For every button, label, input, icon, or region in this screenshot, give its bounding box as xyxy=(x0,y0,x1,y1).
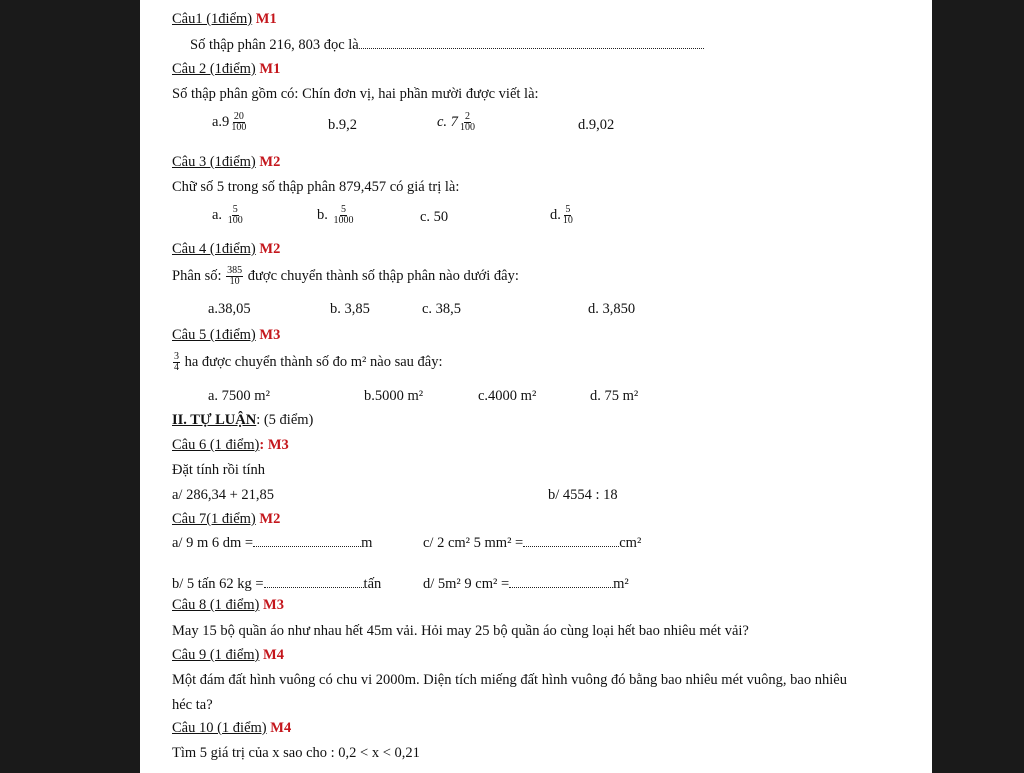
q2-c-fraction xyxy=(459,112,476,133)
q1-text-label: Số thập phân 216, 803 đọc là xyxy=(190,37,359,53)
q7-a-unit: m xyxy=(361,535,373,551)
q3-text: Chữ số 5 trong số thập phân 879,457 có giá trị là: xyxy=(172,179,460,195)
q7-c-blank xyxy=(523,534,619,547)
q3-a-den: 100 xyxy=(227,215,243,226)
q3-a-num: 5 xyxy=(232,204,238,215)
document-page xyxy=(140,0,932,773)
q7-b-label: b/ 5 tấn 62 kg = xyxy=(172,576,264,592)
q5-text-label: ha được chuyển thành số đo m² nào sau đây: xyxy=(184,353,443,370)
q7-c-label: c/ 2 cm² 5 mm² = xyxy=(423,535,524,551)
q3-d-den: 10 xyxy=(562,215,573,226)
q5-option-a: a. 7500 m² xyxy=(208,388,270,404)
q7-part-c xyxy=(423,534,641,552)
q2-level: M1 xyxy=(259,61,281,77)
q6-text: Đặt tính rồi tính xyxy=(172,462,266,478)
q3-d-prefix: d. xyxy=(550,206,561,223)
q2-a-den: 100 xyxy=(231,122,247,133)
q6-heading xyxy=(172,436,289,454)
q7-level: M2 xyxy=(259,511,281,527)
q3-b-num: 5 xyxy=(341,204,346,215)
part2-title: II. TỰ LUẬN xyxy=(172,412,257,428)
q6-part-b: b/ 4554 : 18 xyxy=(548,487,618,503)
q1-answer-line xyxy=(359,36,704,49)
q7-c-unit: cm² xyxy=(619,535,642,551)
q3-option-c: c. 50 xyxy=(420,209,449,225)
q5-num: 3 xyxy=(174,351,179,362)
q2-option-b: b.9,2 xyxy=(328,117,357,133)
q2-c-den: 100 xyxy=(459,122,475,133)
q6-part-a: a/ 286,34 + 21,85 xyxy=(172,487,275,503)
q4-option-b: b. 3,85 xyxy=(330,301,370,317)
q10-heading xyxy=(172,719,291,737)
q2-heading xyxy=(172,60,280,78)
q9-text-line2: héc ta? xyxy=(172,697,213,713)
q4-text-prefix: Phân số: xyxy=(172,267,222,284)
q4-option-c: c. 38,5 xyxy=(422,301,462,317)
q5-option-c: c.4000 m² xyxy=(478,388,537,404)
q7-d-label: d/ 5m² 9 cm² = xyxy=(423,576,510,592)
q7-a-blank xyxy=(253,534,361,547)
q7-heading xyxy=(172,510,280,528)
q4-text xyxy=(172,266,519,287)
q4-title: Câu 4 (1điểm) xyxy=(172,241,256,257)
q2-a-num: 20 xyxy=(233,111,244,122)
q6-level: : M3 xyxy=(259,437,289,453)
q3-b-den: 1000 xyxy=(333,215,354,226)
q4-text-suffix: được chuyển thành số thập phân nào dưới đây: xyxy=(247,267,519,284)
q9-text-line1: Một đám đất hình vuông có chu vi 2000m. Diện tích miếng đất hình vuông đó bằng bao nhiêu mét vuông, bao nhiêu xyxy=(172,672,847,688)
q1-title: Câu1 (1điểm) xyxy=(172,11,253,27)
q2-a-prefix: a.9 xyxy=(212,113,230,130)
q7-a-label: a/ 9 m 6 dm = xyxy=(172,535,254,551)
q8-title: Câu 8 (1 điểm) xyxy=(172,597,260,613)
q3-title: Câu 3 (1điểm) xyxy=(172,154,256,170)
q8-level: M3 xyxy=(263,597,284,613)
q3-d-num: 5 xyxy=(565,204,571,215)
q1-heading xyxy=(172,10,277,28)
q10-text: Tìm 5 giá trị của x sao cho : 0,2 < x < 0,21 xyxy=(172,745,420,761)
q3-b-fraction xyxy=(333,205,355,226)
part2-heading xyxy=(172,411,313,429)
q2-text: Số thập phân gồm có: Chín đơn vị, hai phần mười được viết là: xyxy=(172,86,539,102)
q7-part-b xyxy=(172,575,381,593)
q7-title: Câu 7(1 điểm) xyxy=(172,511,256,527)
q3-option-d xyxy=(550,205,575,226)
q7-part-d xyxy=(423,575,629,593)
q3-a-prefix: a. xyxy=(212,206,223,223)
q7-part-a xyxy=(172,534,372,552)
q2-option-a xyxy=(212,112,248,133)
q9-level: M4 xyxy=(263,647,284,663)
q3-heading xyxy=(172,153,280,171)
q4-heading xyxy=(172,240,280,258)
q8-text: May 15 bộ quần áo như nhau hết 45m vải. Hỏi may 25 bộ quần áo cùng loại hết bao nhiêu mét vải? xyxy=(172,623,749,639)
q5-option-b: b.5000 m² xyxy=(364,388,424,404)
q5-level: M3 xyxy=(259,327,281,343)
q7-b-unit: tấn xyxy=(363,576,382,592)
q9-heading xyxy=(172,646,284,664)
q3-d-fraction xyxy=(562,205,574,226)
q7-b-blank xyxy=(264,575,364,588)
q3-level: M2 xyxy=(259,154,281,170)
q5-den: 4 xyxy=(174,362,179,373)
q1-text xyxy=(190,36,704,54)
q3-b-prefix: b. xyxy=(317,206,328,223)
q5-option-d: d. 75 m² xyxy=(590,388,639,404)
q5-heading xyxy=(172,326,280,344)
q4-level: M2 xyxy=(259,241,281,257)
part2-points: : (5 điểm) xyxy=(256,412,314,428)
q4-num: 385 xyxy=(227,265,243,276)
q5-text xyxy=(172,352,442,373)
q9-title: Câu 9 (1 điểm) xyxy=(172,647,260,663)
q7-d-unit: m² xyxy=(613,576,629,592)
q2-c-num: 2 xyxy=(464,111,470,122)
q3-option-b xyxy=(317,205,356,226)
q5-fraction xyxy=(173,352,180,373)
q3-a-fraction xyxy=(227,205,244,226)
q6-title: Câu 6 (1 điểm) xyxy=(172,437,260,453)
q2-a-fraction xyxy=(230,112,247,133)
q2-option-d: d.9,02 xyxy=(578,117,615,133)
q10-level: M4 xyxy=(270,720,292,736)
q4-fraction xyxy=(226,266,243,287)
q4-den: 10 xyxy=(229,276,240,287)
q2-title: Câu 2 (1điểm) xyxy=(172,61,256,77)
q7-d-blank xyxy=(509,575,613,588)
q2-c-prefix: c. 7 xyxy=(437,113,458,130)
q4-option-d: d. 3,850 xyxy=(588,301,636,317)
q10-title: Câu 10 (1 điểm) xyxy=(172,720,267,736)
q2-option-c xyxy=(437,112,477,133)
q4-option-a: a.38,05 xyxy=(208,301,251,317)
q3-option-a xyxy=(212,205,245,226)
q8-heading xyxy=(172,596,284,614)
q1-level: M1 xyxy=(255,11,277,27)
q5-title: Câu 5 (1điểm) xyxy=(172,327,256,343)
